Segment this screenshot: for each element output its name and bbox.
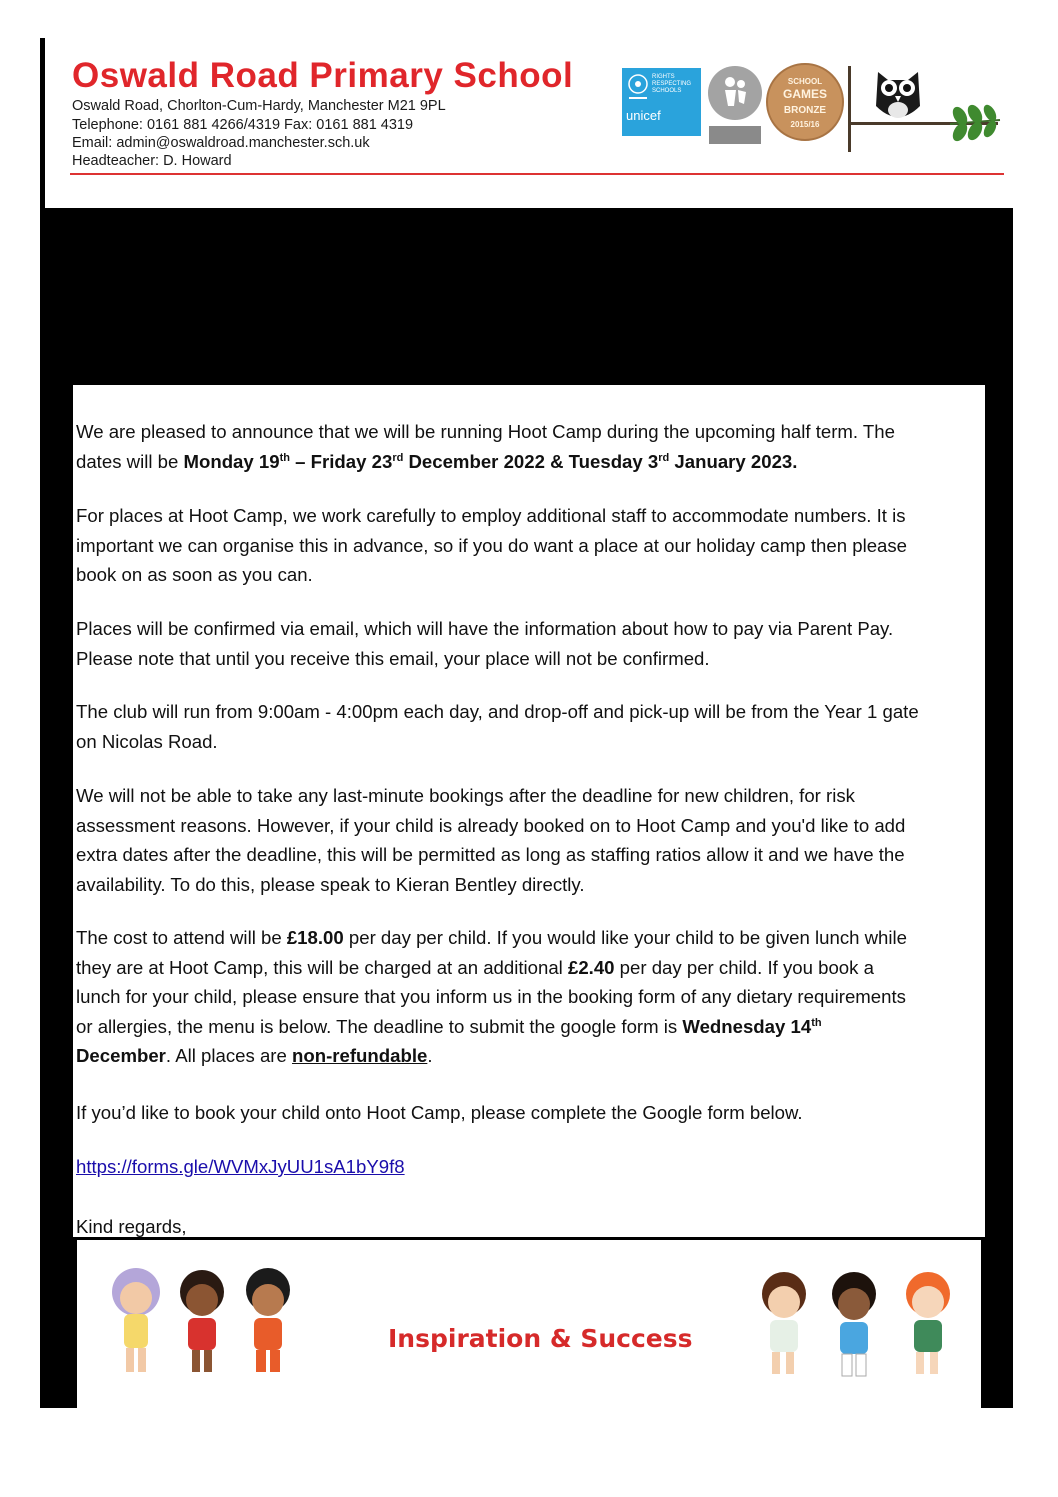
children-cartoon-right-icon <box>746 1266 966 1390</box>
paragraph-cost: The cost to attend will be £18.00 per day per child. If you would like your child to be given lunch while they are at Hoot Camp, this will be charged at an additional £2.40 per day per child. If you book a lunch for your child, please ensure that you inform us in the booking form of any dietary requirements or allergies, the menu is below. The deadline to submit the google form is Wednesday 14th December. All places are non-refundable. <box>76 927 908 1066</box>
left-border-rule <box>40 38 45 208</box>
daily-price: £18.00 <box>286 927 344 948</box>
unicef-text: unicef <box>626 108 661 123</box>
games-line-4: 2015/16 <box>790 120 820 129</box>
school-name: Oswald Road Primary School <box>72 56 574 95</box>
sport-award-caption <box>709 126 761 144</box>
owl-icon <box>870 66 926 126</box>
sport-award-logo <box>708 66 762 120</box>
intro-line-2-lead: dates will be <box>76 450 184 472</box>
school-games-bronze-logo <box>766 63 844 141</box>
games-line-2: GAMES <box>782 87 827 101</box>
branch-vertical <box>848 66 851 152</box>
camp-dates: Monday 19th – Friday 23rd December 2022 & Tuesday 3rd January 2023. <box>183 450 798 472</box>
paragraph-bookings: We will not be able to take any last-minute bookings after the deadline for new children, for risk assessment reasons. However, if your child is already booked on to Hoot Camp and you'd like to add extra dates after the deadline, this will be permitted as long as staffing ratios allow it and we have the availability. To do this, please speak to Kieran Bentley directly. <box>76 785 906 895</box>
deadline-month: December <box>76 1045 166 1066</box>
paragraph-booking-instructions: If you’d like to book your child onto Hoot Camp, please complete the Google form below. <box>76 1102 803 1123</box>
school-telephone: Telephone: 0161 881 4266/4319 Fax: 0161 881 4319 <box>72 117 414 133</box>
closing: Kind regards, <box>76 1216 187 1237</box>
paragraph-times: The club will run from 9:00am - 4:00pm each day, and drop-off and pick-up will be from the Year 1 gate on Nicolas Road. <box>76 701 919 752</box>
paragraph-intro <box>76 417 986 476</box>
paragraph-confirmation: Places will be confirmed via email, which will have the information about how to pay via Parent Pay. Please note that until you receive this email, your place will not be confirmed. <box>76 618 894 669</box>
school-email: Email: admin@oswaldroad.manchester.sch.uk <box>72 135 370 151</box>
rrs-emblem-icon <box>625 72 651 106</box>
leaves-icon <box>948 102 1002 142</box>
sport-figures-icon <box>708 66 762 120</box>
paragraph-places: For places at Hoot Camp, we work carefully to employ additional staff to accommodate numbers. It is important we can organise this in advance, so if you do want a place at our holiday camp then please book on as soon as you can. <box>76 505 908 585</box>
booking-form-link-row <box>76 1152 986 1182</box>
non-refundable: non-refundable <box>292 1045 428 1066</box>
header-divider <box>70 173 1004 175</box>
google-form-link[interactable]: https://forms.gle/WVMxJyUU1sA1bY9f8 <box>76 1156 405 1177</box>
rights-respecting-schools-logo <box>622 68 701 136</box>
games-line-3: BRONZE <box>783 105 827 116</box>
rrs-text: RIGHTS RESPECTING SCHOOLS <box>652 74 692 94</box>
games-line-1: SCHOOL <box>787 77 823 86</box>
headteacher: Headteacher: D. Howard <box>72 153 232 169</box>
lunch-price: £2.40 <box>567 956 615 978</box>
intro-line-1: We are pleased to announce that we will be running Hoot Camp during the upcoming half term. The <box>76 421 895 442</box>
school-address: Oswald Road, Chorlton-Cum-Hardy, Manchester M21 9PL <box>72 98 446 114</box>
school-motto: Inspiration & Success <box>388 1324 693 1353</box>
children-cartoon-left-icon <box>96 1262 310 1390</box>
deadline-date: Wednesday 14th <box>682 1015 822 1037</box>
